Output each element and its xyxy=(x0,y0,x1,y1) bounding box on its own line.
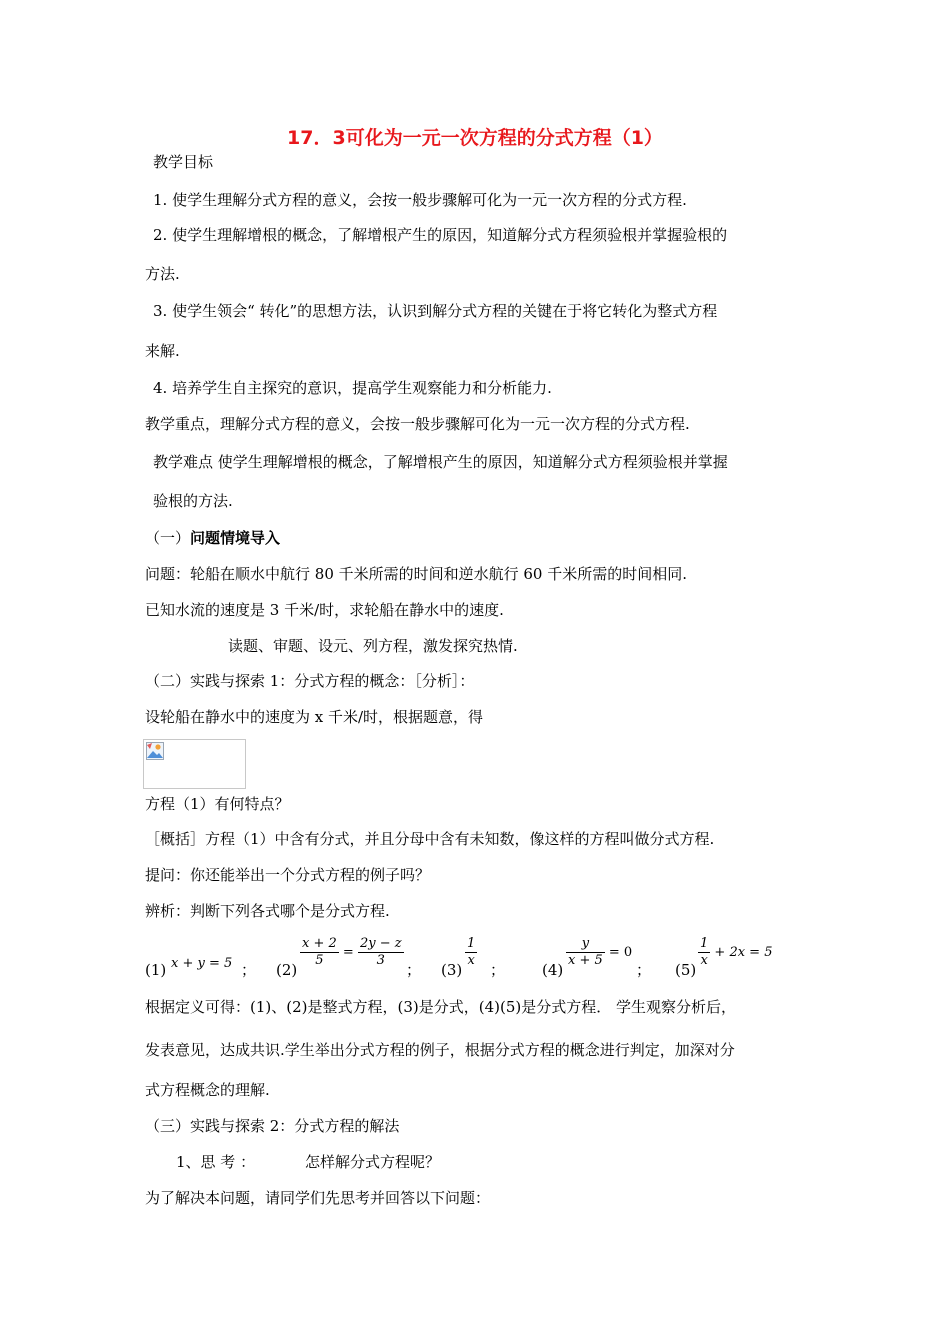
key-point: 教学重点，理解分式方程的意义，会按一般步骤解可化为一元一次方程的分式方程. xyxy=(145,415,690,433)
section1-heading xyxy=(145,528,280,548)
eq2-den2: 3 xyxy=(376,953,385,968)
eq2-sep: ； xyxy=(406,961,422,979)
document-title: 17．3可化为一元一次方程的分式方程（1） xyxy=(287,127,663,149)
objectives-heading: 教学目标 xyxy=(153,153,214,171)
section2-line-5: 辨析：判断下列各式哪个是分式方程. xyxy=(145,902,390,920)
section2-line-1: 设轮船在静水中的速度为 x 千米/时，根据题意，得 xyxy=(145,708,484,726)
eq5-label: (5) xyxy=(675,961,697,979)
eq1-sep: ； xyxy=(241,961,257,979)
eq4-den: x + 5 xyxy=(568,953,603,968)
section3-last-line: 为了解决本问题，请同学们先思考并回答以下问题： xyxy=(145,1189,491,1207)
problem-line-1: 问题：轮船在顺水中航行 80 千米所需的时间和逆水航行 60 千米所需的时间相同. xyxy=(145,565,688,583)
eq3-num: 1 xyxy=(467,936,476,951)
eq1-expr: x + y = 5 xyxy=(171,956,233,971)
objective-3-cont: 来解. xyxy=(145,342,180,360)
section1-prefix: （一） xyxy=(145,529,191,547)
eq4-label: (4) xyxy=(542,961,564,979)
section2-line-4: 提问：你还能举出一个分式方程的例子吗？ xyxy=(145,866,431,884)
eq2-expr xyxy=(300,936,404,969)
eq1-label: (1) xyxy=(145,961,167,979)
eq3-label: (3) xyxy=(441,961,463,979)
eq5-rhs: + 2x = 5 xyxy=(714,945,773,960)
section3-heading: （三）实践与探索 2：分式方程的解法 xyxy=(145,1117,400,1135)
eq2-den1: 5 xyxy=(315,953,324,968)
section2-line-2: 方程（1）有何特点？ xyxy=(145,795,290,813)
objective-2: 2. 使学生理解增根的概念，了解增根产生的原因，知道解分式方程须验根并掌握验根的 xyxy=(153,226,728,244)
section2-heading: （二）实践与探索 1：分式方程的概念：［分析］： xyxy=(145,672,475,690)
eq2-num2: 2y − z xyxy=(359,936,402,951)
eq4-num: y xyxy=(566,936,605,953)
problem-note: 读题、审题、设元、列方程，激发探究热情. xyxy=(228,637,518,655)
conclusion-line-2: 发表意见，达成共识.学生举出分式方程的例子，根据分式方程的概念进行判定，加深对分 xyxy=(145,1041,735,1059)
problem-line-2: 已知水流的速度是 3 千米/时，求轮船在静水中的速度. xyxy=(145,601,504,619)
think-text: 怎样解分式方程呢？ xyxy=(305,1153,441,1171)
eq3-den: x xyxy=(467,953,475,968)
objective-3: 3. 使学生领会“ 转化”的思想方法，认识到解分式方程的关键在于将它转化为整式方程 xyxy=(153,302,718,320)
section1-title: 问题情境导入 xyxy=(190,529,281,547)
conclusion-line-1: 根据定义可得：(1)、(2)是整式方程，(3)是分式，(4)(5)是分式方程． 学生观察分析后， xyxy=(145,998,737,1016)
eq2-equals: = xyxy=(342,945,354,960)
eq2-label: (2) xyxy=(276,961,298,979)
eq5-expr xyxy=(698,936,772,969)
eq3-expr xyxy=(465,936,477,969)
eq3-sep: ； xyxy=(490,961,506,979)
eq5-den: x xyxy=(700,953,708,968)
eq4-sep: ； xyxy=(636,961,652,979)
objective-1: 1. 使学生理解分式方程的意义，会按一般步骤解可化为一元一次方程的分式方程. xyxy=(153,191,687,209)
eq4-expr xyxy=(566,936,632,969)
think-label: 1、思 考 ： xyxy=(176,1153,256,1171)
objective-2-cont: 方法. xyxy=(145,265,180,283)
conclusion-line-3: 式方程概念的理解. xyxy=(145,1081,270,1099)
objective-4: 4. 培养学生自主探究的意识，提高学生观察能力和分析能力. xyxy=(153,379,552,397)
equation-image-placeholder xyxy=(143,739,246,789)
eq4-rhs: = 0 xyxy=(608,945,633,960)
eq2-num1: x + 2 xyxy=(302,936,337,951)
difficulty-line-1: 教学难点 使学生理解增根的概念，了解增根产生的原因，知道解分式方程须验根并掌握 xyxy=(153,453,728,471)
difficulty-line-2: 验根的方法. xyxy=(153,492,233,510)
broken-image-icon xyxy=(146,742,164,760)
section2-line-3: ［概括］方程（1）中含有分式，并且分母中含有未知数，像这样的方程叫做分式方程. xyxy=(145,830,715,848)
eq5-num: 1 xyxy=(700,936,709,951)
